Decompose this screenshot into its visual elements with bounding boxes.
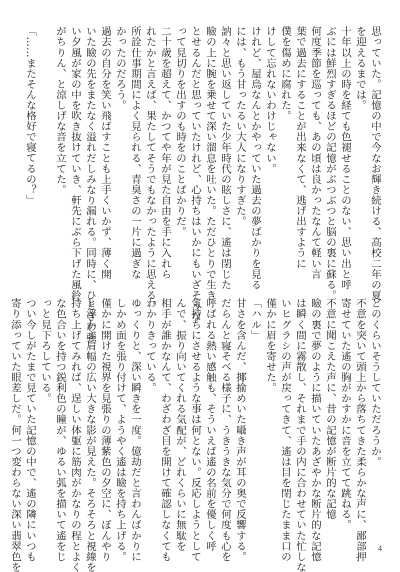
body-text-lower: どのくらいそうしていただろうか。 不意を突いて頭上から落ちてきた柔らかな声に、鄙部押 寄せていた遙の胸がかすかに音を立てて跳ねる。 不意に聞こえた声に、昔の記憶が断片的な記憶 瞼の裏で夢のように描いていたあざやかな断片的な記憶 は瞬く間に霧散し、それまで手の内に合わせていた忙しな いヒグラシの声が戻ってきて、遙は目を閉じたまま口の 僅かに眉を寄せた。 「ハル」 甘さを含んだ、揶揄めいた囁き声が耳の奥で反響する。 だらんと寝そべる様子に、うきうきな気分で何度も心を 呼ばれる熱い感触も、そういえば遙の名前を優しく呼 気持ちにさせるような事は何とない。反応しようとして んで、振り向いてくれる気配が、どれくらいに無駄を 相手が誰かなんて、わざわざ目を開けて確認しなくても わかりきっている。 ゆっくりと、深い瞬きを一度。億劫だと言わんばかりに しかめ面を張り付けて、ようやく遙は瞼を持ち上げる。 僅かに開けた視界を見張りの薄紫色の夕空に、ぼんやり と浮かぶ肩幅の広い大きな影が見えた。そろそろと視線を 持ち上げてみれば、逞しい体躯に筋肉がかなりの程とよく な色合いを持つ鋭利色の瞳が、ゆるい弧を描いて遙をじ っと見下ろしている。 つい今しがたまで見ていた記憶の中で、遙の隣にいつも 寄り添っていた眼差しだ。何一つ変わらない深い翡翠色を [9,298,381,572]
body-text-upper: 思っていた。記憶の中で今なお輝き続ける、高校二年の夏 を迎えるまでは。 十年以上の時を経ても色褪せることのない、思い出と呼 ぶには鮮烈すぎるほどの記憶がぶつぶつと脳の裏に蘇る。 何度季節を巡っても、あの頃は良かったなんて軽い言 葉で過去にすることが出来なくて、逃げ出すように 僕を傷めに腐れた。 けして忘れないわけじゃない。 けれど、屋烏なんとかやっていた過去の夢ばかりを見る には、もう甘ったるい大人になりすぎた。 訥々と思い返していた少年時代の眩しさに、遙は閉じた 瞼の上に腕を乗せて深い溜息を吐いた。ただひとりで生き とせるんだと思っていたけれど、心持ちはいかにもいざそうな って見切りを出すのも時をのことばかりだ。 二十歳を超えて、かつてや年が見た自由を手に入れら れたかと言えば、果たしてそうでもなかったように思える。 所詮仕事期間によく見られる、青臭さの一片に過ぎな かったのだろう。 過去の自分を笑い飛ばすことも上手くいかず、薄く開 いた瞼の先をまたなく溢れだしみなり漏れる。同時に、ひときわ強 い夕風が家の中を吹き抜けていき、軒先にぶら下げた風鈴 がちりん、と涼しげな音を立てた。 「……またそんな格好で寝てるの？」 [24,26,381,343]
page-number: 4 [378,544,382,553]
